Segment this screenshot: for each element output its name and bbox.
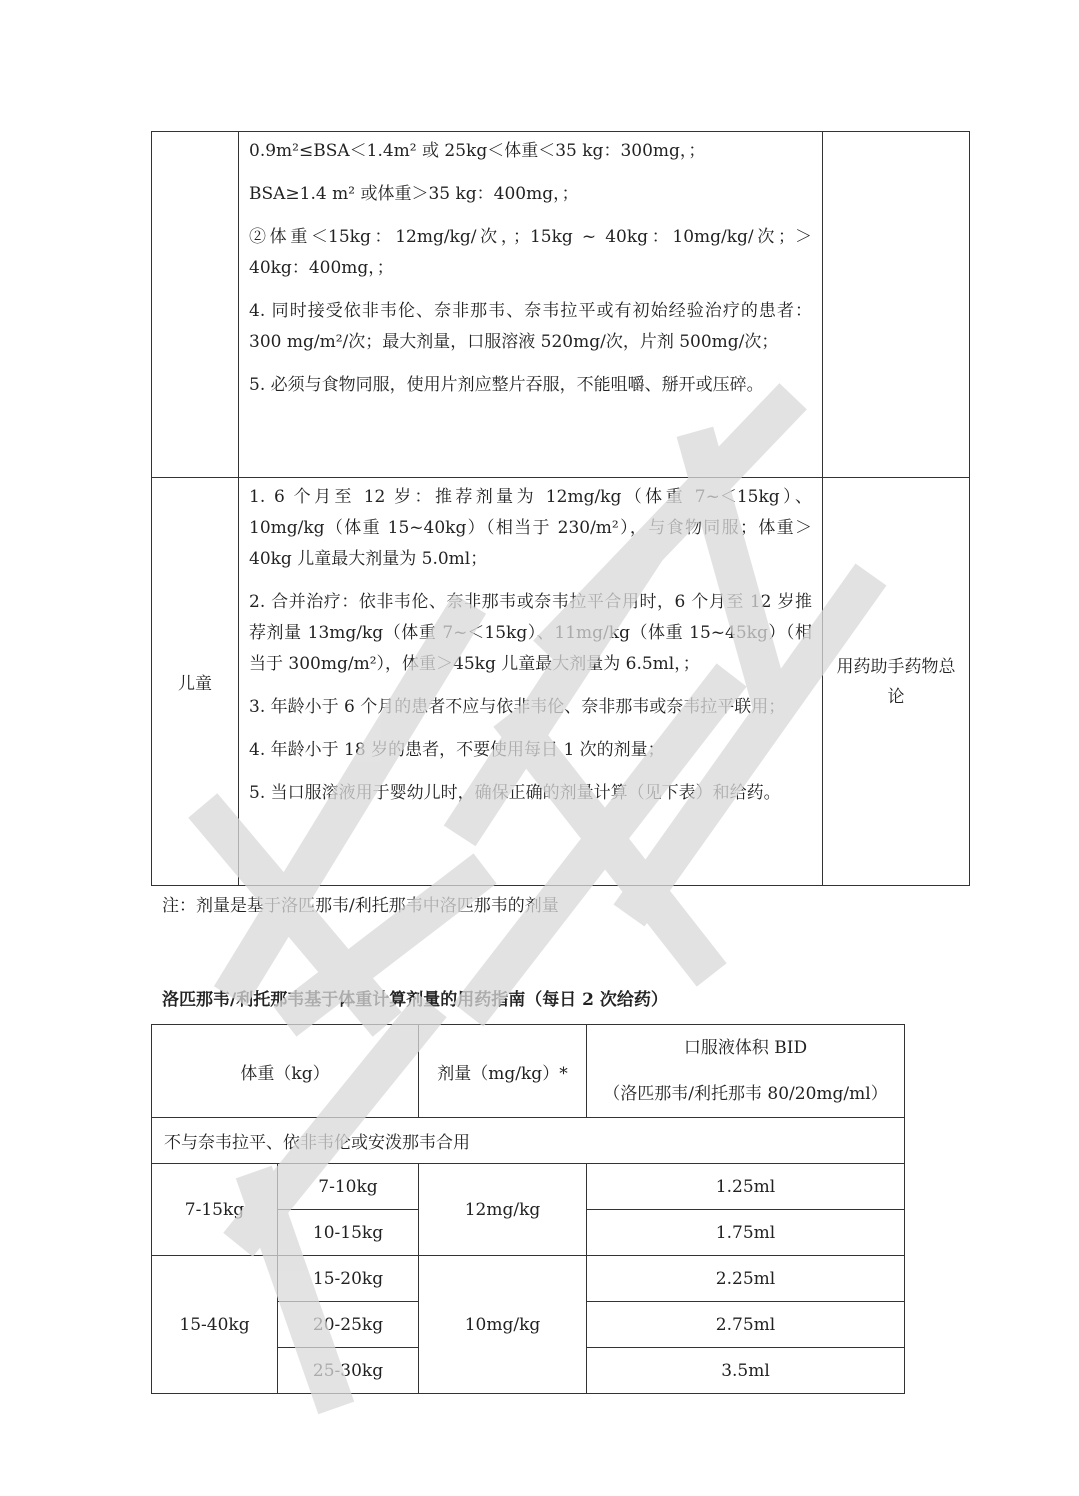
section-label: 不与奈韦拉平、依非韦伦或安泼那韦合用	[152, 1118, 905, 1164]
weight-range: 7-15kg	[152, 1164, 278, 1256]
volume-value: 3.5ml	[587, 1348, 905, 1394]
header-dose: 剂量（mg/kg）*	[419, 1025, 587, 1118]
dosage-paragraph: 5. 当口服溶液用于婴幼儿时，确保正确的剂量计算（见下表）和给药。	[249, 783, 781, 803]
dosage-paragraph: 5. 必须与食物同服，使用片剂应整片吞服，不能咀嚼、掰开或压碎。	[249, 375, 764, 395]
weight-range: 15-40kg	[152, 1256, 278, 1394]
sub-weight: 20-25kg	[278, 1302, 419, 1348]
volume-value: 2.75ml	[587, 1302, 905, 1348]
table-section-row	[152, 1118, 905, 1164]
source-cell-empty	[823, 132, 970, 478]
weight-dosage-table	[151, 1024, 905, 1394]
category-cell-empty	[152, 132, 239, 478]
dosage-paragraph: 4. 同时接受依非韦伦、奈非那韦、奈韦拉平或有初始经验治疗的患者：300 mg/m²/次；最大剂量，口服溶液 520mg/次，片剂 500mg/次；	[249, 301, 812, 352]
dosage-paragraph: 1. 6 个月至 12 岁：推荐剂量为 12mg/kg（体重 7~＜15kg）、10mg/kg（体重 15~40kg）（相当于 230/m²），与食物同服；体重＞40kg 儿童最大剂量为 5.0ml；	[249, 487, 812, 569]
dosage-detail-cell	[239, 478, 823, 886]
table-row	[152, 478, 970, 886]
category-label: 儿童	[152, 478, 239, 886]
dosage-paragraph: 0.9m²≤BSA＜1.4m² 或 25kg＜体重＜35 kg：300mg，；	[249, 141, 706, 161]
dosage-detail-cell	[239, 132, 823, 478]
volume-value: 1.25ml	[587, 1164, 905, 1210]
table-row	[152, 1256, 905, 1302]
sub-weight: 15-20kg	[278, 1256, 419, 1302]
header-weight: 体重（kg）	[152, 1025, 419, 1118]
dosage-paragraph: ②体重＜15kg：12mg/kg/次，；15kg ~ 40kg：10mg/kg/次；＞40kg：400mg，；	[249, 227, 812, 278]
header-volume-line1: 口服液体积 BID	[683, 1038, 808, 1058]
table-header-row	[152, 1025, 905, 1118]
sub-weight: 10-15kg	[278, 1210, 419, 1256]
volume-value: 2.25ml	[587, 1256, 905, 1302]
dosage-paragraph: 3. 年龄小于 6 个月的患者不应与依非韦伦、奈非那韦或奈韦拉平联用；	[249, 697, 786, 717]
volume-value: 1.75ml	[587, 1210, 905, 1256]
dosage-paragraph: 2. 合并治疗：依非韦伦、奈非那韦或奈韦拉平合用时，6 个月至 12 岁推荐剂量 13mg/kg（体重 7~＜15kg）、11mg/kg（体重 15~45kg）（相当于 300mg/m²），体重＞45kg 儿童最大剂量为 6.5ml，；	[249, 592, 812, 674]
sub-weight: 7-10kg	[278, 1164, 419, 1210]
dosage-table	[151, 131, 970, 886]
sub-weight: 25-30kg	[278, 1348, 419, 1394]
dosage-paragraph: BSA≥1.4 m² 或体重＞35 kg：400mg，；	[249, 184, 579, 204]
table-note: 注：剂量是基于洛匹那韦/利托那韦中洛匹那韦的剂量	[162, 896, 559, 916]
header-volume	[587, 1025, 905, 1118]
header-volume-line2: （洛匹那韦/利托那韦 80/20mg/ml）	[603, 1084, 888, 1104]
dose-value: 10mg/kg	[419, 1256, 587, 1394]
source-label	[823, 478, 970, 886]
dosage-paragraph: 4. 年龄小于 18 岁的患者，不要使用每日 1 次的剂量；	[249, 740, 665, 760]
source-text: 用药助手药物总论	[836, 656, 956, 707]
section-title: 洛匹那韦/利托那韦基于体重计算剂量的用药指南（每日 2 次给药）	[162, 990, 668, 1010]
table-row	[152, 1164, 905, 1210]
dose-value: 12mg/kg	[419, 1164, 587, 1256]
table-row	[152, 132, 970, 478]
